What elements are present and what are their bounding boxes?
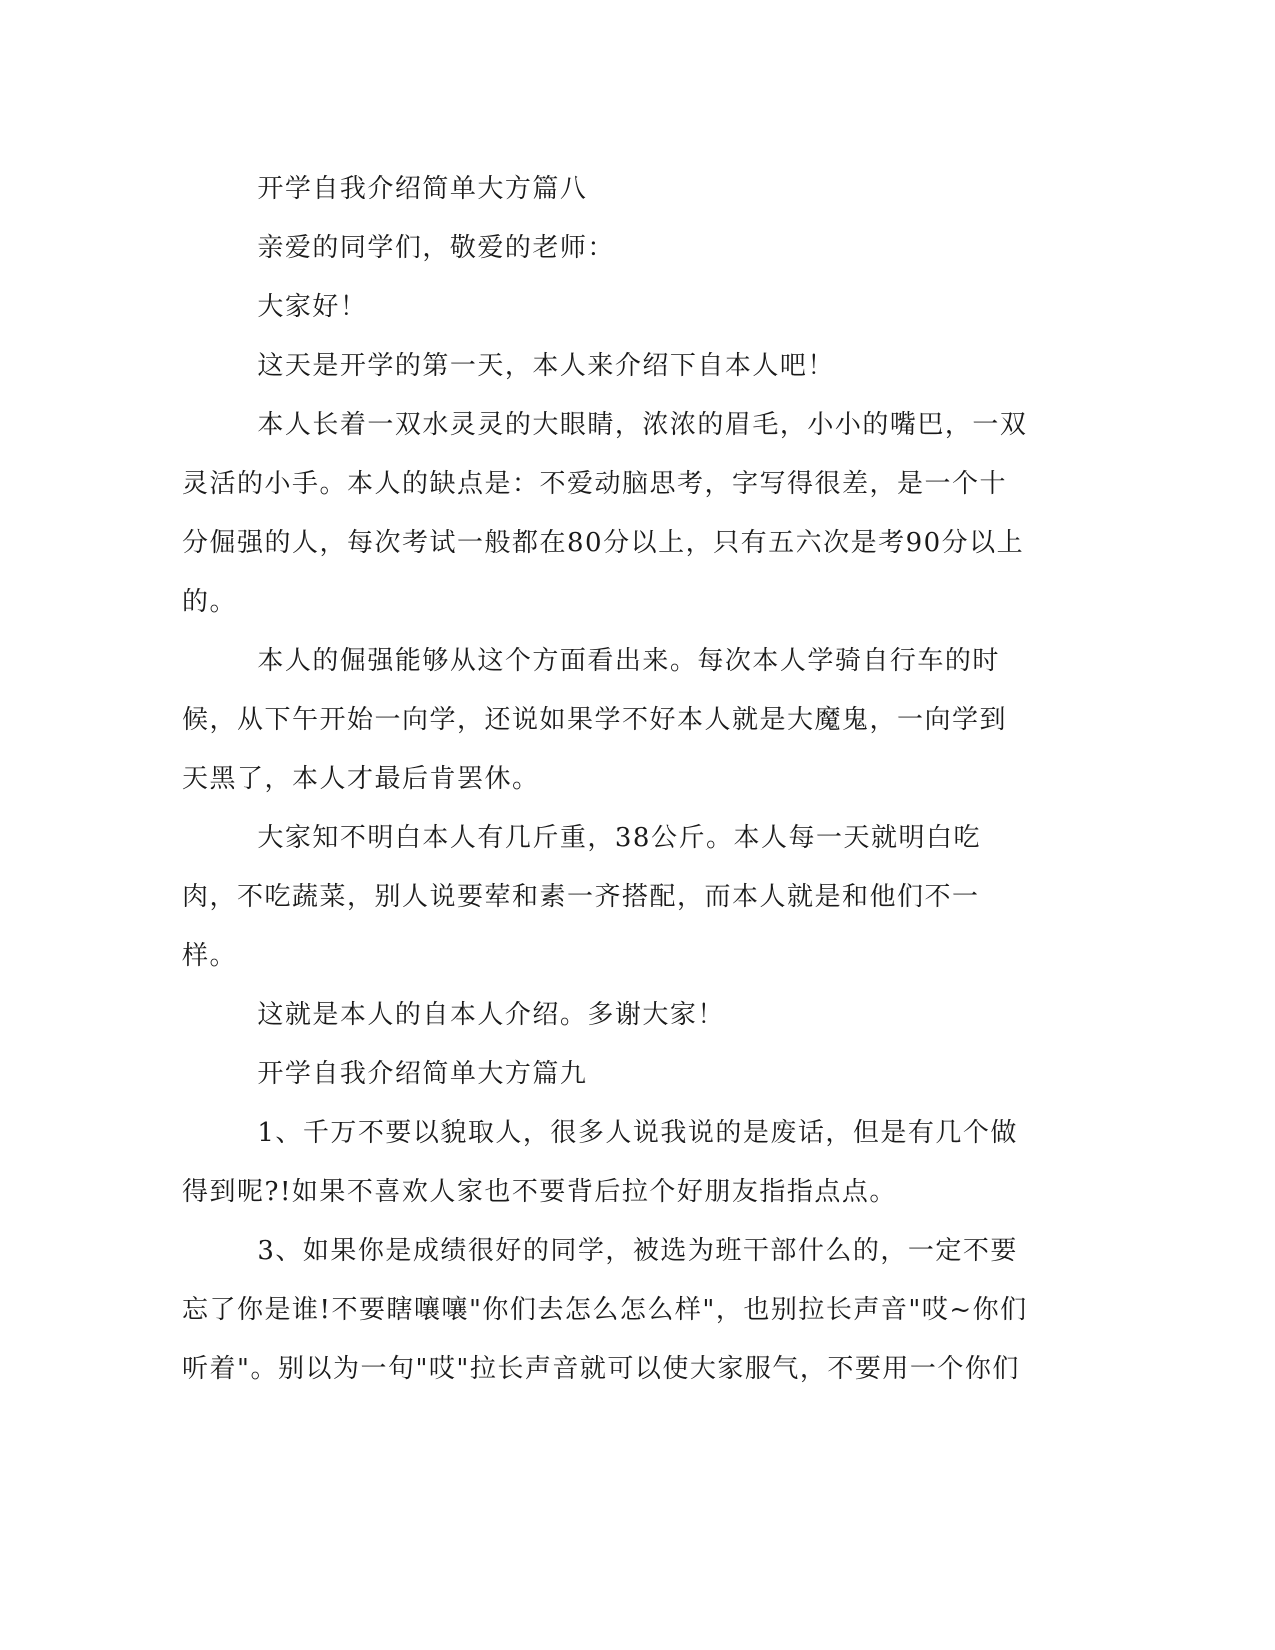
document-body [182,160,1032,1399]
paragraph: 1、千万不要以貌取人，很多人说我说的是废话，但是有几个做得到呢?!如果不喜欢人家也不要背后拉个好朋友指指点点。 [182,1118,1018,1207]
hello-line: 大家好！ [257,292,368,322]
paragraph: 本人长着一双水灵灵的大眼睛，浓浓的眉毛，小小的嘴巴，一双灵活的小手。本人的缺点是：不爱动脑思考，字写得很差，是一个十分倔强的人，每次考试一般都在80分以上，只有五六次是考90分以上的。 [182,410,1028,617]
paragraph: 大家知不明白本人有几斤重，38公斤。本人每一天就明白吃肉，不吃蔬菜，别人说要荤和素一齐搭配，而本人就是和他们不一样。 [182,823,981,971]
greeting-line: 亲爱的同学们，敬爱的老师： [257,233,615,263]
paragraph: 3、如果你是成绩很好的同学，被选为班干部什么的，一定不要忘了你是谁!不要瞎嚷嚷"你们去怎么怎么样"，也别拉长声音"哎~你们听着"。别以为一句"哎"拉长声音就可以使大家服气，不要用一个你们 [182,1236,1028,1384]
paragraph: 这天是开学的第一天，本人来介绍下自本人吧！ [257,351,835,381]
section-heading-9: 开学自我介绍简单大方篇九 [257,1059,588,1089]
section-heading-8: 开学自我介绍简单大方篇八 [257,174,588,204]
paragraph: 这就是本人的自本人介绍。多谢大家！ [257,1000,725,1030]
paragraph: 本人的倔强能够从这个方面看出来。每次本人学骑自行车的时候，从下午开始一向学，还说如果学不好本人就是大魔鬼，一向学到天黑了，本人才最后肯罢休。 [182,646,1008,794]
